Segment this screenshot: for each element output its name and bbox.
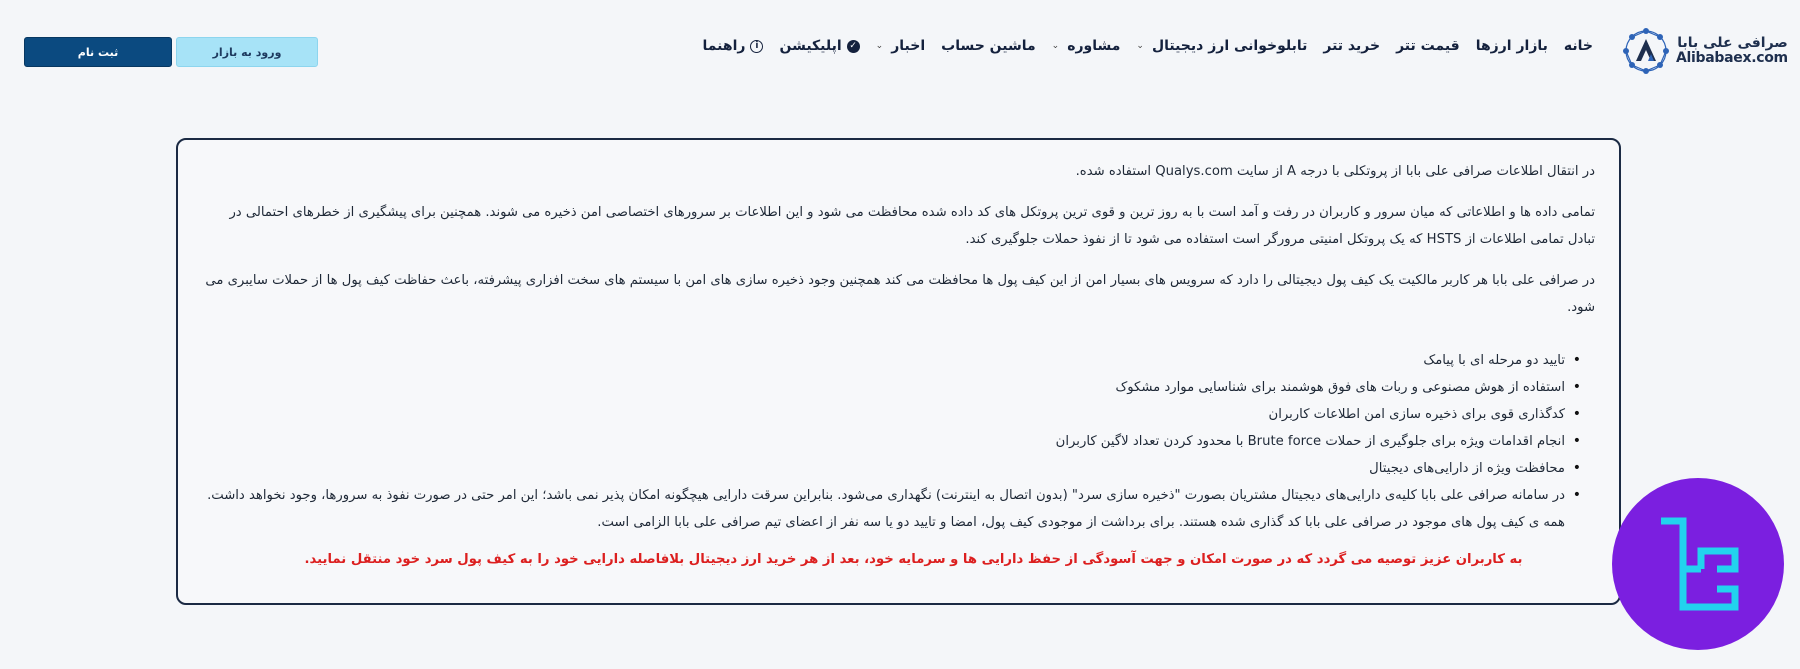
security-info-card bbox=[176, 138, 1621, 605]
logo-network-icon bbox=[1618, 23, 1674, 79]
register-button[interactable]: ثبت نام bbox=[24, 37, 172, 67]
nav-help[interactable] bbox=[703, 38, 764, 54]
list-item: • کدگذاری قوی برای ذخیره سازی امن اطلاعات کاربران bbox=[202, 401, 1581, 428]
logo-name-en: Alibabaex.com bbox=[1676, 50, 1788, 66]
nav-consulting[interactable] bbox=[1052, 38, 1121, 54]
nav-label: راهنما bbox=[702, 38, 746, 54]
list-item: • انجام اقدامات ویژه برای جلوگیری از حملات Brute force با محدود کردن تعداد لاگین کاربران bbox=[202, 428, 1581, 455]
nav-news[interactable] bbox=[876, 38, 925, 54]
paragraph-ssl: در انتقال اطلاعات صرافی علی بابا از پروتکلی با درجه A از سایت Qualys.com استفاده شده. bbox=[1075, 164, 1595, 179]
info-icon: i bbox=[750, 40, 763, 53]
nav-label: اپلیکیشن bbox=[779, 38, 842, 54]
list-item: • استفاده از هوش مصنوعی و ربات های فوق هوشمند برای شناسایی موارد مشکوک bbox=[202, 374, 1581, 401]
paragraph-encryption: تمامی داده ها و اطلاعاتی که میان سرور و کاربران در رفت و آمد است با به روز ترین و قوی ترین پروتکل های کد داده شده محافظت می شود و این اطلاعات بر سرورهای اختصاصی امن ذخیره می شوند. همچنین برای پیشگیری از خطرهای احتمالی در تبادل تمامی اطلاعات از HSTS که یک پروتکل امنیتی مرورگر است استفاده می شود تا از نفوذ حملات جلوگیری کند. bbox=[229, 205, 1595, 247]
nav-markets[interactable] bbox=[1476, 38, 1548, 54]
security-features-list bbox=[202, 347, 1595, 536]
main-nav bbox=[687, 38, 1593, 54]
nav-label: خرید تتر bbox=[1323, 38, 1381, 54]
nav-label: تابلوخوانی ارز دیجیتال bbox=[1151, 38, 1308, 54]
chevron-down-icon: ⌄ bbox=[1136, 41, 1144, 51]
nav-home[interactable] bbox=[1564, 38, 1593, 54]
logo-name-fa: صرافی علی بابا bbox=[1677, 34, 1788, 51]
tradersunion-logo-icon bbox=[1643, 509, 1753, 619]
nav-label: ماشین حساب bbox=[941, 38, 1036, 54]
watermark-logo-badge bbox=[1612, 478, 1784, 650]
cold-wallet-warning: به کاربران عزیز توصیه می گردد که در صورت امکان و جهت آسودگی از حفظ دارایی ها و سرمایه خود، بعد از هر خرید ارز دیجیتال بلافاصله دارایی خود را به کیف پول سرد خود منتقل نمایید. bbox=[304, 552, 1523, 567]
nav-technical-analysis[interactable] bbox=[1136, 38, 1307, 54]
list-item: • در سامانه صرافی علی بابا کلیه‌ی دارایی‌های دیجیتال مشتریان بصورت "ذخیره سازی سرد" (بدون اتصال به اینترنت) نگهداری می‌شود. بنابراین سرقت دارایی هیچگونه امکان پذیر نمی باشد؛ این امر حتی در صورت نفوذ به سرورها، وجود نخواهد داشت. همه ی کیف پول های موجود در صرافی علی بابا کد گذاری شده هستند. برای برداشت از موجودی کیف پول، امضا و تایید دو یا سه نفر از اعضای تیم صرافی علی بابا الزامی است. bbox=[202, 482, 1581, 536]
site-header bbox=[0, 0, 1800, 100]
chevron-down-icon: ⌄ bbox=[1051, 41, 1060, 51]
site-logo[interactable] bbox=[1618, 22, 1788, 80]
nav-label: اخبار bbox=[891, 38, 926, 54]
list-item: • محافظت ویژه از دارایی‌های دیجیتال bbox=[202, 455, 1581, 482]
nav-calculator[interactable] bbox=[941, 38, 1036, 54]
nav-label: خانه bbox=[1563, 38, 1593, 54]
enter-market-button[interactable]: ورود به بازار bbox=[176, 37, 318, 67]
check-badge-icon: ✓ bbox=[847, 40, 860, 53]
nav-application[interactable] bbox=[779, 38, 859, 54]
list-item: • تایید دو مرحله ای با پیامک bbox=[202, 347, 1581, 374]
nav-buy-tether[interactable] bbox=[1323, 38, 1380, 54]
nav-label: بازار ارزها bbox=[1475, 38, 1548, 54]
nav-tether-price[interactable] bbox=[1396, 38, 1460, 54]
nav-label: مشاوره bbox=[1067, 38, 1121, 54]
paragraph-wallet: در صرافی علی بابا هر کاربر مالکیت یک کیف پول دیجیتالی را دارد که سرویس های بسیار امن از این کیف پول ها محافظت می کند همچنین وجود ذخیره سازی های امن با سیستم های سخت افزاری پیشرفته، باعث حفاظت کیف پول ها از حملات سایبری می شود. bbox=[205, 273, 1595, 315]
chevron-down-icon: ⌄ bbox=[875, 41, 884, 51]
nav-label: قیمت تتر bbox=[1396, 38, 1460, 54]
